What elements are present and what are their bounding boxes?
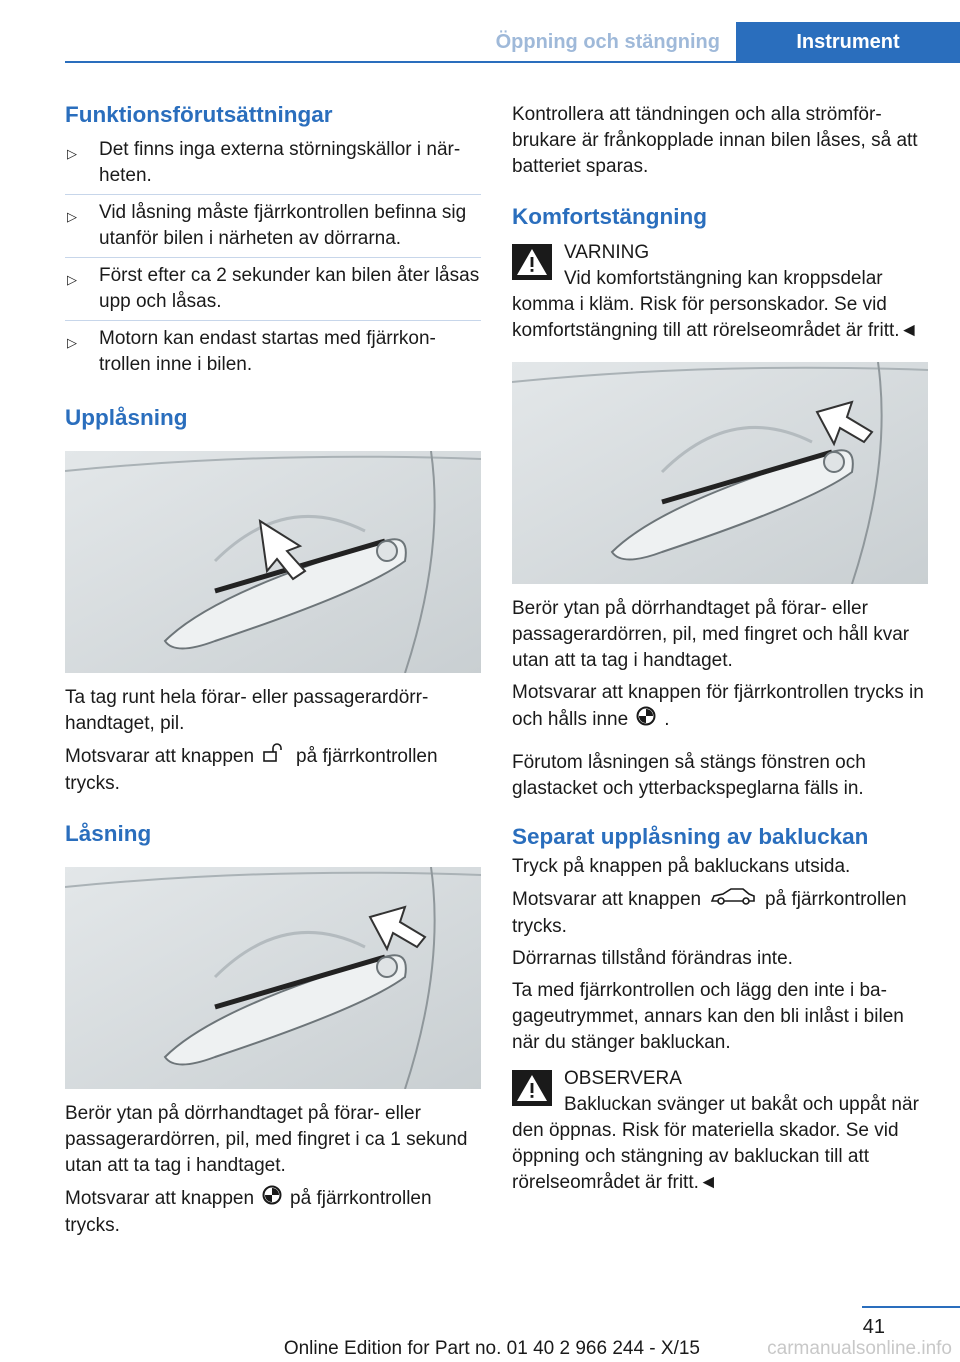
left-column [65,100,481,1239]
triangle-right-icon: ▷ [67,209,77,224]
page-header [0,0,960,62]
trunk-text-3: Dörrarnas tillstånd förändras inte. [512,948,793,969]
header-rule [65,61,960,63]
intro-text: Kontrollera att tändningen och alla strömförbrukare är frånkopplade innan bilen låses, så att batteriet sparas. [512,104,918,177]
page-number: 41 [862,1316,885,1338]
comfort-text-2: Motsvarar att knappen för fjärrkontrollen trycks in och hålls inne . [512,680,928,734]
unlock-heading: Upplåsning [65,405,188,430]
warning-title: VARNING [564,242,650,263]
notice-box [512,1066,928,1196]
list-item: ▷ Motorn kan endast startas med fjärrkontrollen inne i bilen. [67,328,436,375]
warning-box [512,240,928,344]
door-handle-lock-photo [65,867,481,1089]
notice-title: OBSERVERA [564,1068,682,1089]
notice-text: Bakluckan svänger ut bakåt och uppåt när den öppnas. Risk för materiella skador. Se vid öppning och stängning av bakluckan till att rörelseområdet är fritt.◄ [512,1094,919,1193]
lock-text-2: Motsvarar att knappen på fjärrkontrollen trycks. [65,1185,481,1239]
unlock-text-2: Motsvarar att knappen på fjärrkontrollen trycks. [65,743,481,797]
triangle-right-icon: ▷ [67,272,77,287]
warning-triangle-icon [512,244,552,285]
footer-rule [862,1306,960,1308]
prereq-list [65,132,481,383]
warning-text: Vid komfortstängning kan kroppsdelar komma i kläm. Risk för personskador. Se vid komfortstängning till att rörelseområdet är fritt.◄ [512,268,919,341]
triangle-right-icon: ▷ [67,146,77,161]
trunk-text-2: Motsvarar att knappen på fjärrkontrollen trycks. [512,886,928,940]
bmw-logo-icon [262,1185,282,1213]
unlock-icon [262,743,288,771]
triangle-right-icon: ▷ [67,335,77,350]
comfort-heading: Komfortstängning [512,204,707,229]
right-column [512,100,928,1196]
comfort-text-3: Förutom låsningen så stängs fönstren och glastacket och ytterbackspeglarna fälls in. [512,752,866,799]
door-handle-comfort-photo [512,362,928,584]
section-title: Öppning och stängning [495,31,720,53]
prereq-heading: Funktionsförutsättningar [65,102,333,127]
bmw-logo-icon [636,706,656,734]
chapter-tab: Instrument [736,22,960,62]
lock-heading: Låsning [65,821,152,846]
list-item: ▷ Det finns inga externa störningskällor i närheten. [65,132,481,195]
page-footer [0,1300,960,1362]
list-item: ▷ Först efter ca 2 sekunder kan bilen åter låsas upp och låsas. [65,258,481,321]
unlock-text-1: Ta tag runt hela förar- eller passagerardörrhandtaget, pil. [65,687,429,734]
edition-text: Online Edition for Part no. 01 40 2 966 244 - X/15 [283,1338,700,1359]
lock-text-1: Berör ytan på dörrhandtaget på förar- eller passagerardörren, pil, med fingret i ca 1 sekund utan att ta tag i handtaget. [65,1103,468,1176]
car-trunk-icon [709,886,757,914]
trunk-heading: Separat upplåsning av bakluckan [512,824,869,849]
comfort-text-1: Berör ytan på dörrhandtaget på förar- eller passagerardörren, pil, med fingret och håll kvar utan att ta tag i handtaget. [512,598,910,671]
warning-triangle-icon [512,1070,552,1111]
trunk-text-1: Tryck på knappen på bakluckans utsida. [512,856,851,877]
trunk-text-4: Ta med fjärrkontrollen och lägg den inte i bagageutrymmet, annars kan den bli inlåst i bilen när du stänger bakluckan. [512,980,904,1053]
door-handle-unlock-photo [65,451,481,673]
list-item: ▷ Vid låsning måste fjärrkontrollen befinna sig utanför bilen i närheten av dörrarna. [65,195,481,258]
watermark: carmanualsonline.info [767,1338,952,1359]
